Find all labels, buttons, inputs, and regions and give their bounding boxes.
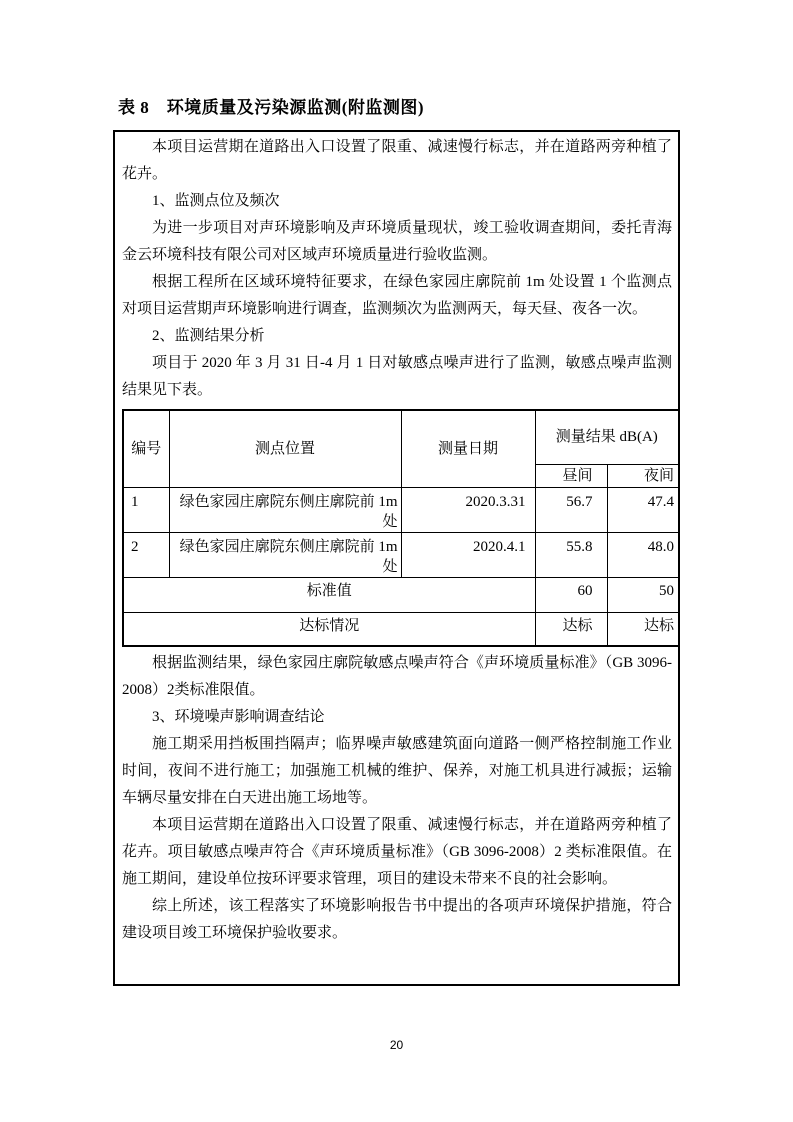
page-number: 20 [389, 1038, 404, 1052]
cell-compliance-day: 达标 [535, 612, 607, 646]
paragraph-result-conclusion: 根据监测结果，绿色家园庄廓院敏感点噪声符合《声环境质量标准》（GB 3096-2008）2类标准限值。 [122, 655, 672, 698]
cell-compliance-night: 达标 [607, 612, 679, 646]
cell-standard-label: 标准值 [123, 577, 535, 612]
col-header-location: 测点位置 [169, 410, 401, 487]
col-header-nighttime: 夜间 [607, 464, 679, 487]
cell-night-value: 47.4 [607, 487, 679, 532]
table-row [123, 487, 679, 532]
cell-night-value: 48.0 [607, 532, 679, 577]
cell-standard-day: 60 [535, 577, 607, 612]
col-header-no: 编号 [123, 410, 169, 487]
paragraph-monitoring-dates: 项目于 2020 年 3 月 31 日-4 月 1 日对敏感点噪声进行了监测，敏感点噪声监测结果见下表。 [122, 355, 672, 398]
paragraph-construction-measures: 施工期采用挡板围挡隔声；临界噪声敏感建筑面向道路一侧严格控制施工作业时间，夜间不进行施工；加强施工机械的维护、保养，对施工机具进行减振；运输车辆尽量安排在白天进出施工场地等。 [122, 736, 672, 806]
cell-date: 2020.4.1 [401, 532, 535, 577]
paragraph-monitoring-setup: 根据工程所在区域环境特征要求，在绿色家园庄廓院前 1m 处设置 1 个监测点对项目运营期声环境影响进行调查，监测频次为监测两天，每天昼、夜各一次。 [122, 274, 672, 317]
paragraph-intro: 本项目运营期在道路出入口设置了限重、减速慢行标志，并在道路两旁种植了花卉。 [122, 139, 672, 182]
paragraph-summary: 综上所述，该工程落实了环境影响报告书中提出的各项声环境保护措施，符合建设项目竣工环境保护验收要求。 [122, 898, 672, 941]
table-row [123, 532, 679, 577]
standard-value-row [123, 577, 679, 612]
heading-monitoring-points: 1、监测点位及频次 [152, 193, 280, 209]
cell-standard-night: 50 [607, 577, 679, 612]
page-title: 表 8 环境质量及污染源监测(附监测图) [118, 98, 425, 117]
cell-date: 2020.3.31 [401, 487, 535, 532]
paragraph-operation-measures: 本项目运营期在道路出入口设置了限重、减速慢行标志，并在道路两旁种植了花卉。项目敏感点噪声符合《声环境质量标准》（GB 3096-2008）2 类标准限值。在施工期间，建设单位按环评要求管理，项目的建设未带来不良的社会影响。 [122, 817, 672, 887]
compliance-row [123, 612, 679, 646]
heading-result-analysis: 2、监测结果分析 [152, 328, 265, 344]
noise-monitoring-table [122, 409, 680, 647]
cell-no: 1 [123, 487, 169, 532]
cell-no: 2 [123, 532, 169, 577]
heading-noise-impact-conclusion: 3、环境噪声影响调查结论 [152, 709, 325, 725]
content-box [113, 130, 680, 986]
col-header-daytime: 昼间 [535, 464, 607, 487]
cell-location: 绿色家园庄廓院东侧庄廓院前 1m 处 [169, 532, 401, 577]
cell-day-value: 56.7 [535, 487, 607, 532]
cell-compliance-label: 达标情况 [123, 612, 535, 646]
cell-location: 绿色家园庄廓院东侧庄廓院前 1m 处 [169, 487, 401, 532]
paragraph-commission: 为进一步项目对声环境影响及声环境质量现状，竣工验收调查期间，委托青海金云环境科技有限公司对区域声环境质量进行验收监测。 [122, 220, 672, 263]
col-header-result: 测量结果 dB(A) [535, 410, 679, 464]
table-header-row [123, 410, 679, 464]
cell-day-value: 55.8 [535, 532, 607, 577]
col-header-date: 测量日期 [401, 410, 535, 487]
